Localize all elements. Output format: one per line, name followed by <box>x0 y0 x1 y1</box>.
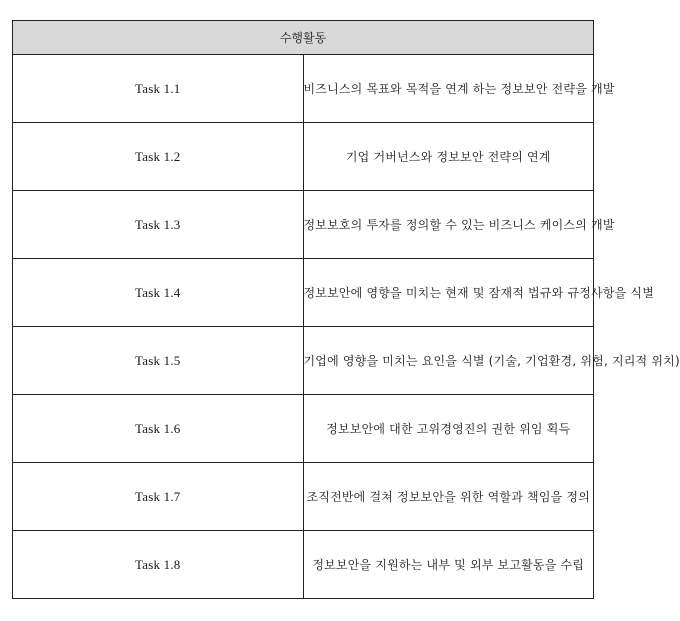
table-row <box>13 327 594 395</box>
table-header-title: 수행활동 <box>13 21 594 55</box>
task-id: Task 1.4 <box>13 259 304 327</box>
table-row <box>13 191 594 259</box>
task-id: Task 1.6 <box>13 395 304 463</box>
task-id: Task 1.7 <box>13 463 304 531</box>
task-id: Task 1.3 <box>13 191 304 259</box>
task-description: 정보보안을 지원하는 내부 및 외부 보고활동을 수립 <box>303 531 594 599</box>
table-row <box>13 55 594 123</box>
table-row <box>13 259 594 327</box>
task-description: 정보보호의 투자를 정의할 수 있는 비즈니스 케이스의 개발 <box>303 191 594 259</box>
task-id: Task 1.5 <box>13 327 304 395</box>
table-row <box>13 123 594 191</box>
task-description: 조직전반에 걸쳐 정보보안을 위한 역할과 책임을 정의 <box>303 463 594 531</box>
task-description: 정보보안에 영향을 미치는 현재 및 잠재적 법규와 규정사항을 식별 <box>303 259 594 327</box>
table-row <box>13 463 594 531</box>
task-description: 비즈니스의 목표와 목적을 연계 하는 정보보안 전략을 개발 <box>303 55 594 123</box>
task-description: 기업에 영향을 미치는 요인을 식별 (기술, 기업환경, 위험, 지리적 위치) <box>303 327 594 395</box>
task-id: Task 1.2 <box>13 123 304 191</box>
task-description: 정보보안에 대한 고위경영진의 권한 위임 획득 <box>303 395 594 463</box>
task-description: 기업 거버넌스와 정보보안 전략의 연계 <box>303 123 594 191</box>
task-id: Task 1.8 <box>13 531 304 599</box>
task-id: Task 1.1 <box>13 55 304 123</box>
activity-table <box>12 20 680 599</box>
table-row <box>13 531 594 599</box>
table-header-row <box>13 21 594 55</box>
table-row <box>13 395 594 463</box>
